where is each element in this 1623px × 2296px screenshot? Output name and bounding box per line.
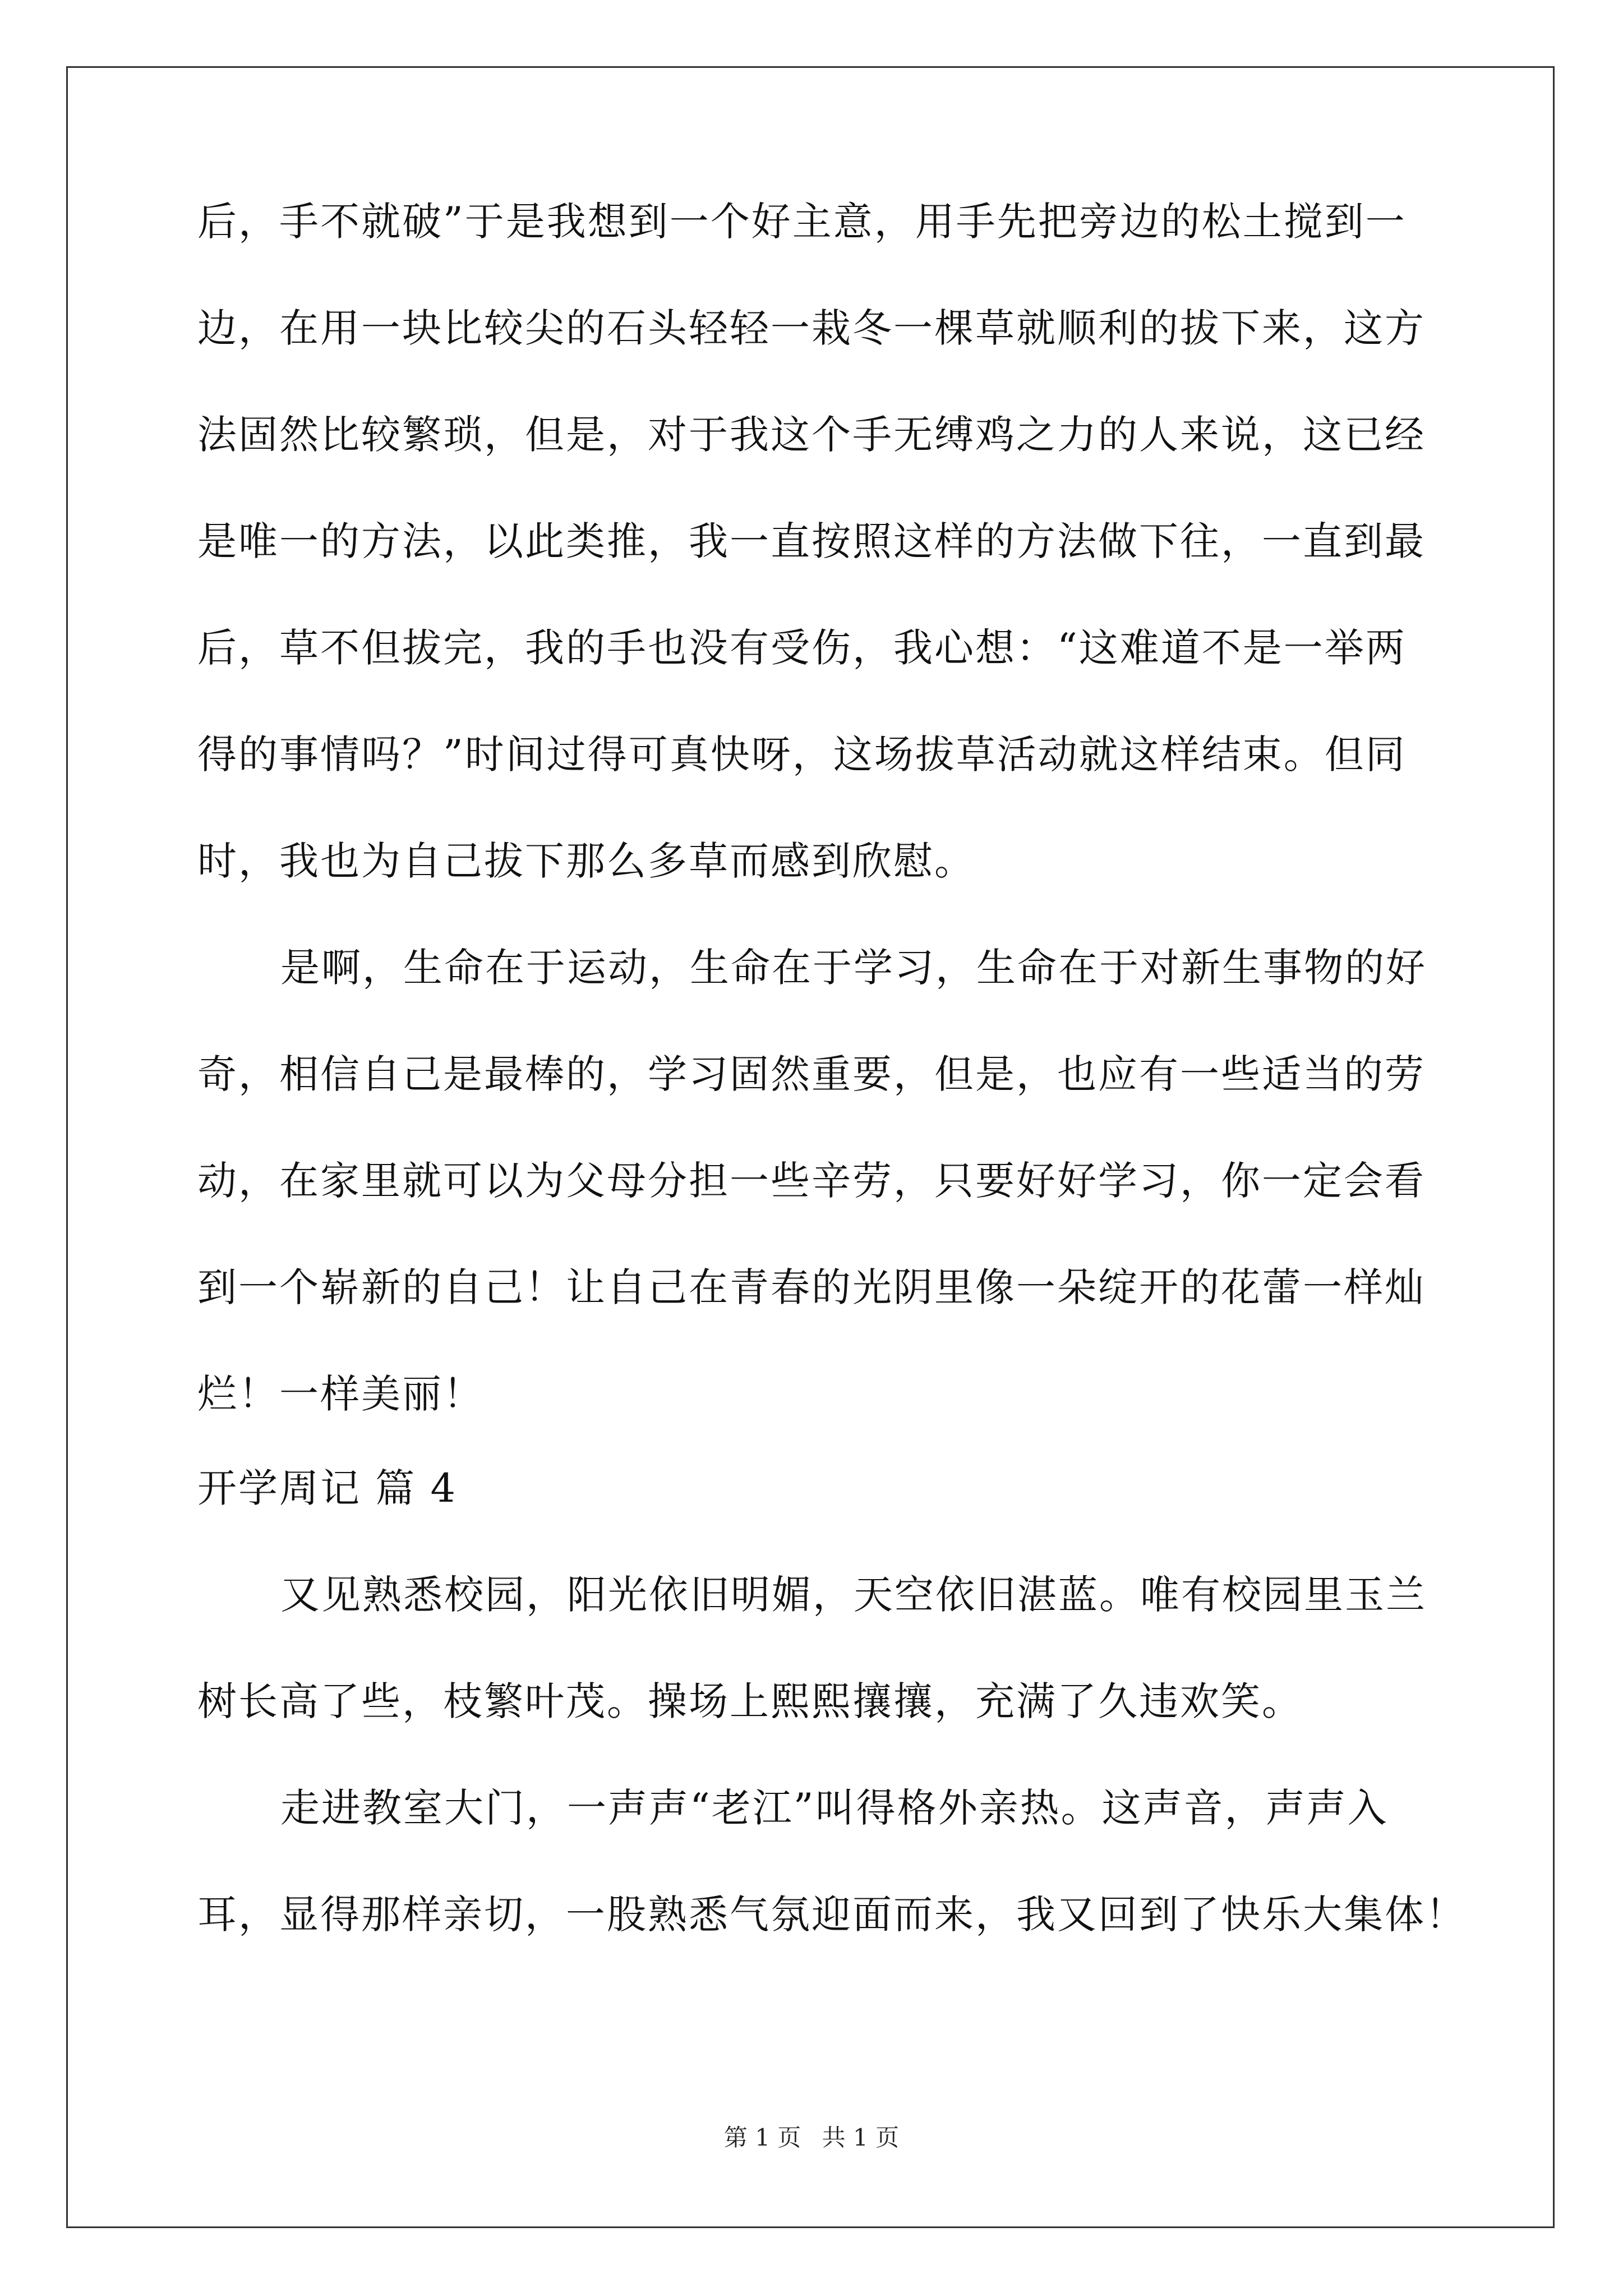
page-footer [0,2126,1623,2150]
text-line: 耳，显得那样亲切，一股熟悉气氛迎面而来，我又回到了快乐大集体！ [197,1892,1467,1938]
page-number: 第 1 页 [723,2124,801,2151]
text-line: 后，手不就破”于是我想到一个好主意，用手先把旁边的松土搅到一 [197,199,1407,245]
text-line: 边，在用一块比较尖的石头轻轻一栽冬一棵草就顺利的拔下来，这方 [197,305,1426,351]
text-line: 烂！一样美丽！ [197,1371,484,1417]
page-total: 共 1 页 [822,2124,900,2151]
text-line: 后，草不但拔完，我的手也没有受伤，我心想：“这难道不是一举两 [197,625,1407,671]
paragraph-start-line: 又见熟悉校园，阳光依旧明媚，天空依旧湛蓝。唯有校园里玉兰 [280,1572,1427,1618]
text-line: 时，我也为自己拔下那么多草而感到欣慰。 [197,838,975,884]
document-body [197,199,1467,2001]
text-line: 树长高了些，枝繁叶茂。操场上熙熙攘攘，充满了久违欢笑。 [197,1678,1303,1724]
text-line: 是唯一的方法，以此类推，我一直按照这样的方法做下往，一直到最 [197,518,1426,564]
text-line: 到一个崭新的自己！让自己在青春的光阴里像一朵绽开的花蕾一样灿 [197,1264,1426,1310]
text-line: 得的事情吗？”时间过得可真快呀，这场拔草活动就这样结束。但同 [197,731,1407,777]
text-line: 奇，相信自己是最棒的，学习固然重要，但是，也应有一些适当的劳 [197,1051,1426,1097]
text-line: 法固然比较繁琐，但是，对于我这个手无缚鸡之力的人来说，这已经 [197,412,1426,458]
paragraph-start-line: 走进教室大门，一声声“老江”叫得格外亲热。这声音，声声入 [280,1785,1389,1831]
text-line: 动，在家里就可以为父母分担一些辛劳，只要好好学习，你一定会看 [197,1158,1426,1204]
paragraph-start-line: 是啊，生命在于运动，生命在于学习，生命在于对新生事物的好 [280,945,1427,991]
section-heading: 开学周记 篇 4 [197,1465,458,1511]
